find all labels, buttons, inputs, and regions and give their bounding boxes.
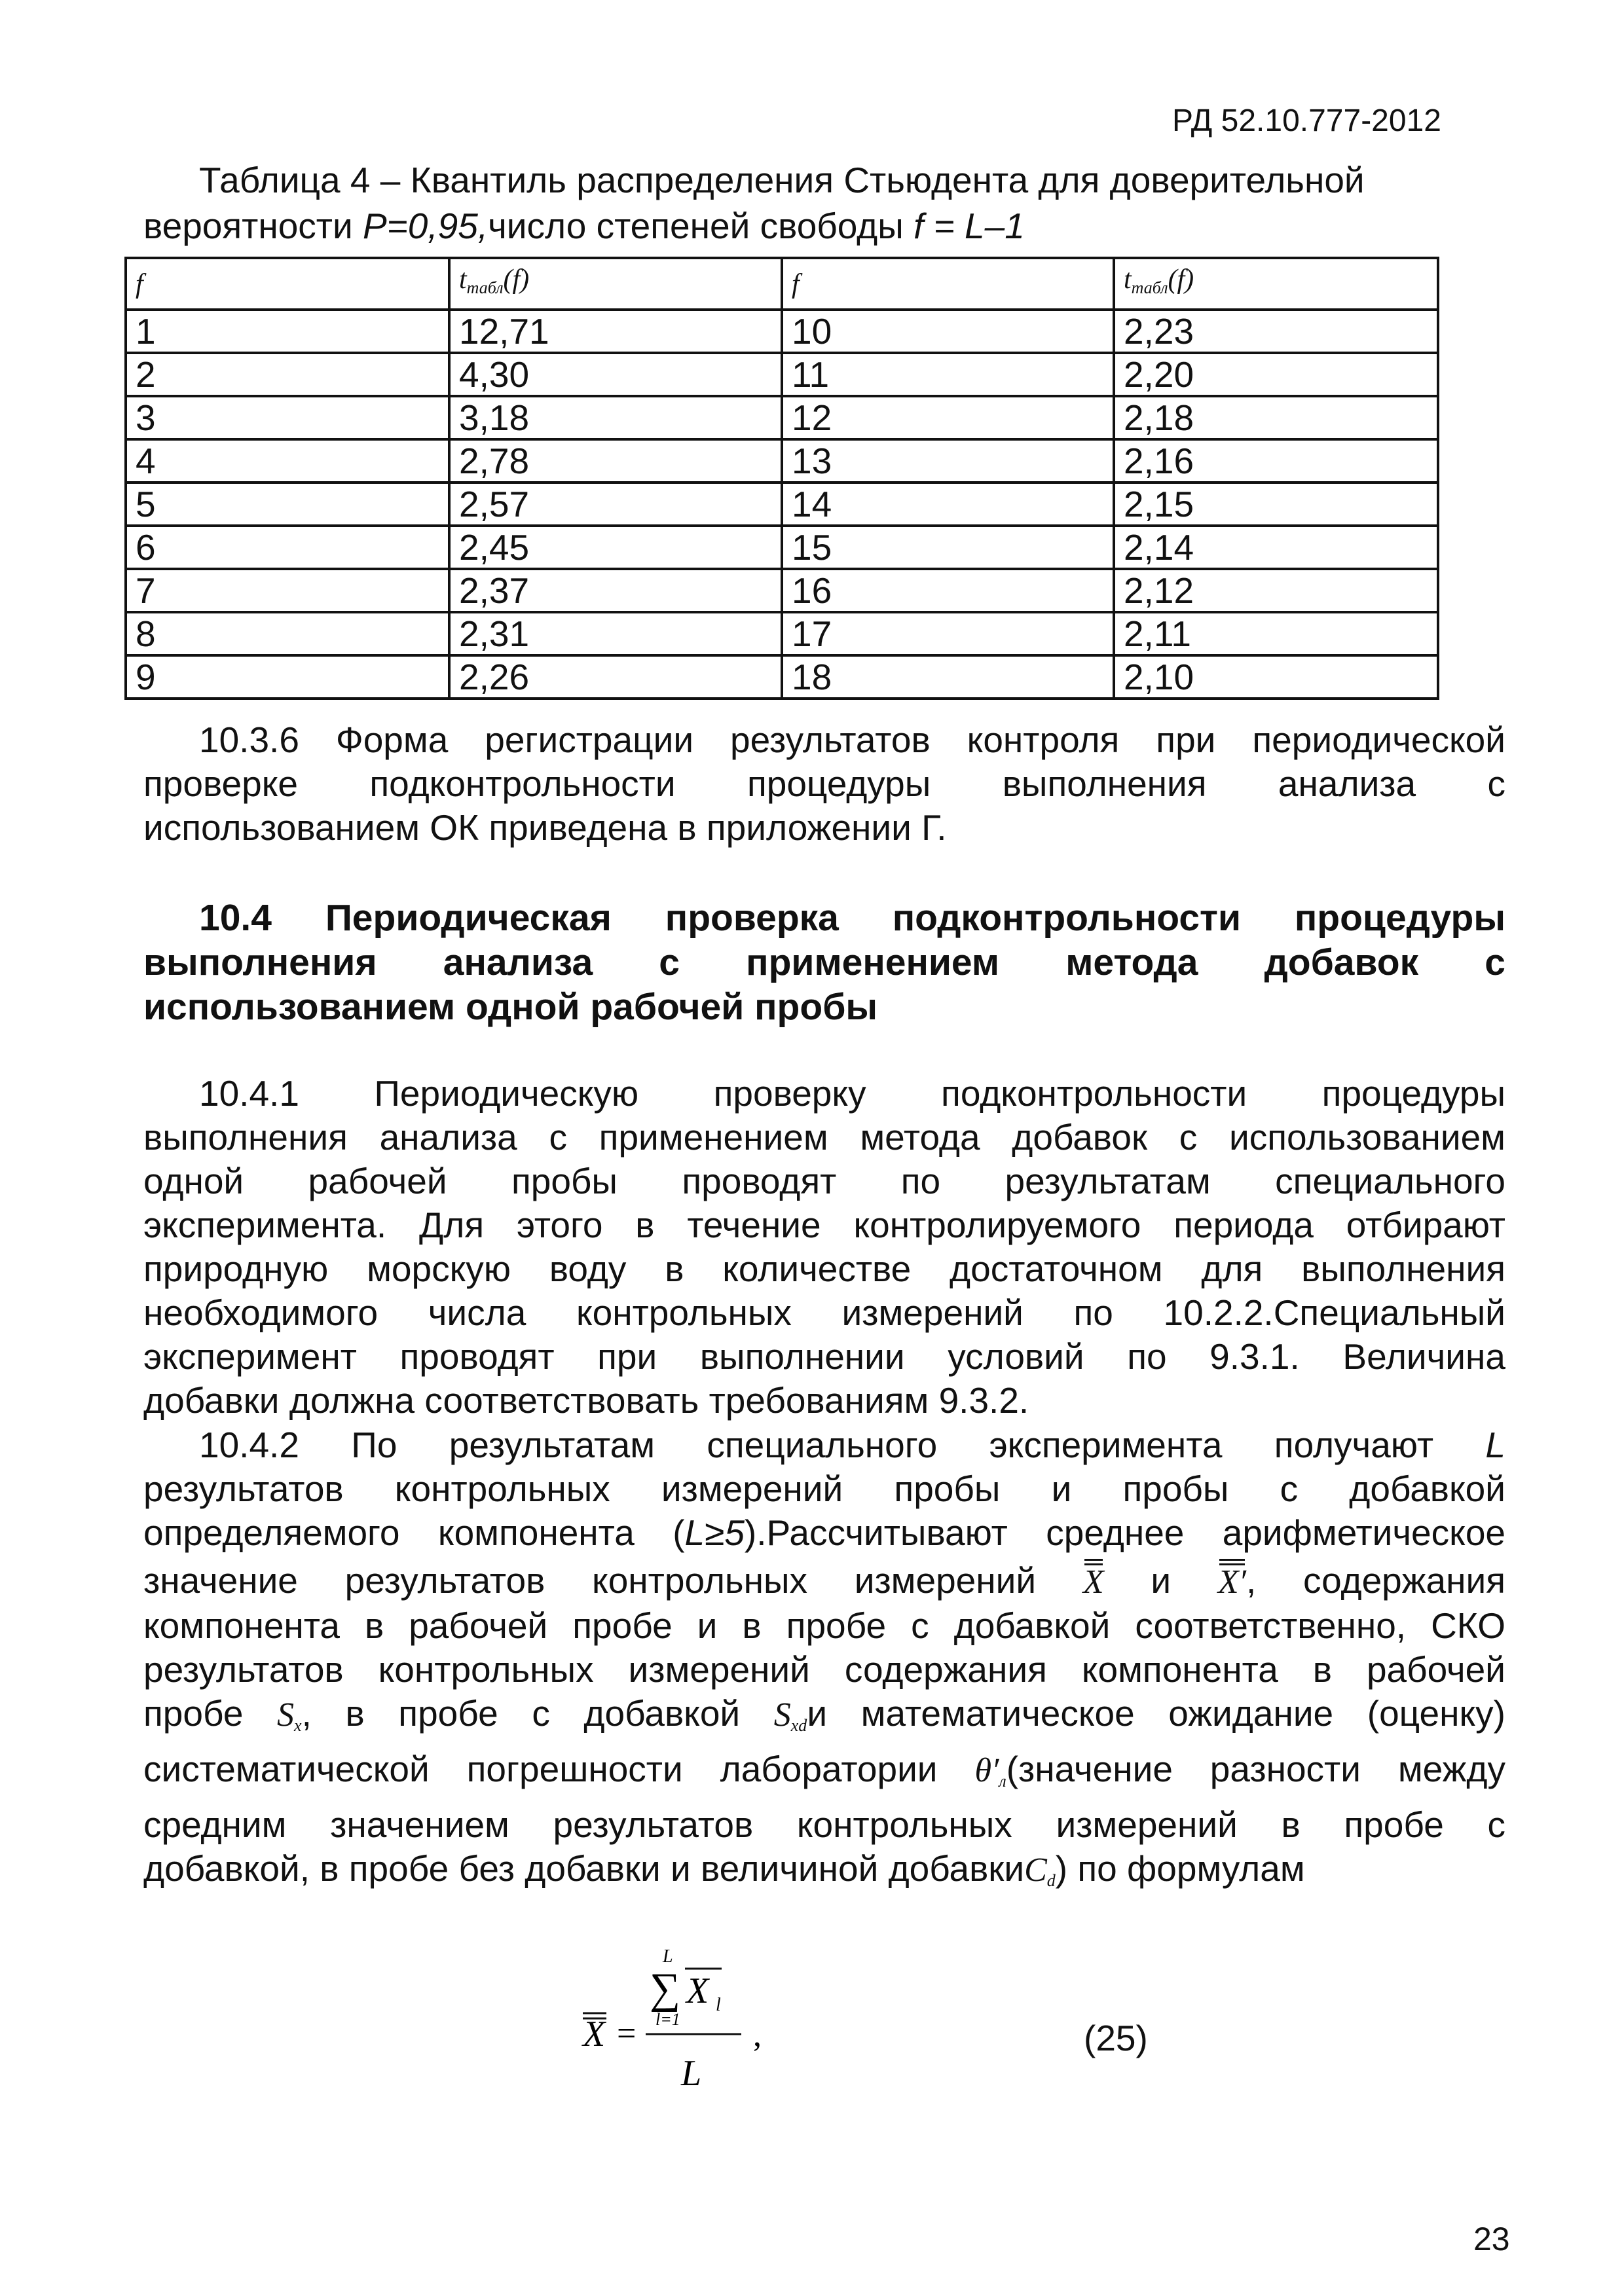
table-cell: 6 [126,526,449,569]
table-row [126,353,1438,396]
table-cell: 3 [126,396,449,439]
table-row [126,396,1438,439]
table-cell: 1 [126,310,449,353]
page-number: 23 [1473,2221,1510,2257]
formula-25 [570,1948,884,2118]
header-t-symbol: t [459,264,467,295]
text-line: результатов контрольных измерений пробы и пробы с добавкой [143,1468,1505,1509]
header-t-1 [449,258,782,310]
formula-comma: , [753,2016,762,2054]
caption-mid: число степеней свободы [488,206,914,246]
text-run: и [1151,1560,1172,1601]
sxd-symbol: $S_{xd}$ [773,1696,807,1735]
text-line: необходимого числа контрольных измерений по 10.2.2.Специальный [143,1292,1505,1333]
text-run: добавкой, в пробе без добавки и величиной добавки [143,1848,1025,1889]
text-run: определяемого компонента ( [143,1512,685,1553]
table-cell: 8 [126,612,449,655]
text-run: значение результатов контрольных измерений [143,1560,1037,1601]
formula-term: X [686,1971,709,2011]
text-run: ).Рассчитывают среднее арифметическое [744,1512,1505,1553]
header-t-arg: (f) [503,264,530,295]
table-cell: 2,11 [1114,612,1438,655]
theta-symbol: $\theta'_л$ [974,1752,1006,1791]
table-cell: 12 [782,396,1114,439]
heading-line: выполнения анализа с применением метода добавок с [143,941,1505,983]
table-cell: 17 [782,612,1114,655]
table-cell: 15 [782,526,1114,569]
table-cell: 10 [782,310,1114,353]
text-line: компонента в рабочей пробе и в пробе с добавкой соответственно, СКО [143,1605,1505,1646]
table-cell: 16 [782,569,1114,612]
text-run: , в пробе с добавкой [301,1693,741,1734]
table-row [126,569,1438,612]
table-cell: 2,23 [1114,310,1438,353]
caption-line-2 [143,203,1505,249]
text-run: и математическое ожидание (оценку) [807,1693,1505,1734]
table-cell: 9 [126,655,449,699]
table-cell: 2,26 [449,655,782,699]
text-line: 10.4.1 Периодическую проверку подконтрольности процедуры [199,1073,1505,1114]
text-run: , содержания [1246,1560,1506,1601]
table-row [126,612,1438,655]
text-line [143,1847,1505,1903]
table-cell: 12,71 [449,310,782,353]
mean-x-symbol: X [1083,1560,1104,1604]
text-line [143,1423,1505,1467]
heading-line: 10.4 Периодическая проверка подконтрольности процедуры [199,897,1505,939]
paragraph-10-4-1 [143,1072,1505,1423]
table-cell: 2,20 [1114,353,1438,396]
text-run: 10.4.2 По результатам специального эксперимента получают [199,1425,1486,1465]
student-quantile-table [124,257,1439,700]
caption-line-1: Таблица 4 – Квантиль распределения Стьюдента для доверительной [199,160,1365,200]
document-code: РД 52.10.777-2012 [1172,103,1441,138]
formula-sum-sign: ∑ [650,1965,681,2013]
table-cell: 2,57 [449,483,782,526]
text-line [143,1559,1505,1604]
table-cell: 3,18 [449,396,782,439]
formula-sum-lower: l=1 [655,2010,680,2029]
text-line: использованием ОК приведена в приложении Г. [143,807,947,848]
header-t-2 [1114,258,1438,310]
caption-prefix: вероятности [143,206,363,246]
header-t-symbol: t [1124,264,1132,295]
formula-equals: = [617,2015,637,2052]
table-cell: 4,30 [449,353,782,396]
table-cell: 11 [782,353,1114,396]
header-f-2: f [782,258,1114,310]
formula-sum-upper: L [663,1948,673,1967]
text-line: средним значением результатов контрольных измерений в пробе с [143,1804,1505,1845]
table-row [126,310,1438,353]
text-line: результатов контрольных измерений содержания компонента в рабочей [143,1649,1505,1690]
header-t-arg: (f) [1168,264,1194,295]
table-cell: 2,31 [449,612,782,655]
var-L-condition: L≥5 [684,1512,745,1553]
text-line: 10.3.6 Форма регистрации результатов контроля при периодической [199,720,1505,760]
table-cell: 2,12 [1114,569,1438,612]
degrees-of-freedom: f = L–1 [913,206,1025,246]
text-line [143,1692,1505,1747]
text-run: пробе [143,1693,244,1734]
text-line: одной рабочей пробы проводят по результатам специального [143,1161,1505,1201]
text-line: добавки должна соответствовать требованиям 9.3.2. [143,1380,1029,1421]
table-cell: 2,78 [449,439,782,483]
table-cell: 18 [782,655,1114,699]
section-heading-10-4 [143,896,1505,1029]
text-run: (значение разности между [1006,1749,1506,1789]
table-row [126,526,1438,569]
header-t-sub: табл [466,278,504,297]
table-cell: 2,37 [449,569,782,612]
table-header-row [126,258,1438,310]
table-cell: 4 [126,439,449,483]
paragraph-10-4-2 [143,1423,1505,1903]
header-t-sub: табл [1131,278,1168,297]
table-cell: 2,14 [1114,526,1438,569]
table-row [126,655,1438,699]
header-f-1: f [126,258,449,310]
formula-denominator: L [681,2053,702,2094]
formula-term-sub: l [716,1995,721,2015]
table-cell: 2,10 [1114,655,1438,699]
table-caption [143,157,1505,249]
cd-symbol: $C_d$ [1024,1851,1056,1890]
equation-number: (25) [1084,2018,1148,2058]
table-row [126,439,1438,483]
text-line: эксперимент проводят при выполнении условий по 9.3.1. Величина [143,1336,1505,1377]
table-row [126,483,1438,526]
text-line [143,1511,1505,1555]
text-run: систематической погрешности лаборатории [143,1749,938,1789]
table-cell: 2,15 [1114,483,1438,526]
text-line: проверке подконтрольности процедуры выполнения анализа с [143,763,1505,804]
table-cell: 2,16 [1114,439,1438,483]
var-L: L [1485,1425,1505,1465]
text-line: выполнения анализа с применением метода добавок с использованием [143,1117,1505,1157]
table-cell: 2,18 [1114,396,1438,439]
table-cell: 7 [126,569,449,612]
formula-lhs: X [583,2014,606,2054]
table-cell: 14 [782,483,1114,526]
table-cell: 13 [782,439,1114,483]
confidence-probability: Р=0,95, [363,206,489,246]
heading-line: использованием одной рабочей пробы [143,986,878,1028]
table-cell: 2,45 [449,526,782,569]
text-line: природную морскую воду в количестве достаточном для выполнения [143,1248,1505,1289]
paragraph-10-3-6 [143,718,1505,850]
table-cell: 2 [126,353,449,396]
mean-x-prime-symbol: X′ [1218,1560,1246,1604]
text-line: эксперимента. Для этого в течение контролируемого периода отбирают [143,1205,1505,1245]
text-run: ) по формулам [1055,1848,1305,1889]
table-cell: 5 [126,483,449,526]
sx-symbol: $S_x$ [277,1696,302,1735]
text-line [143,1747,1505,1803]
